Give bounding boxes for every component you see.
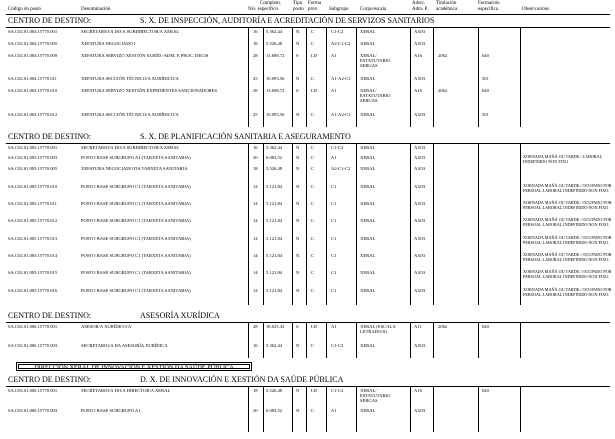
cell-tipo: N bbox=[296, 236, 300, 241]
direction-box-inner-border bbox=[18, 364, 250, 369]
column-divider bbox=[478, 143, 479, 305]
cell-niv: 14 bbox=[253, 218, 258, 223]
cell-sub: A1 bbox=[331, 53, 337, 58]
cell-corpo: XERAL bbox=[360, 145, 376, 150]
column-divider bbox=[263, 143, 264, 305]
column-divider bbox=[410, 27, 411, 127]
cell-ads: A3O3 bbox=[414, 408, 426, 413]
cell-den: POSTO BASE SUBGRUPO C1 (TARXETA SANITARIA) bbox=[81, 253, 191, 258]
cell-sub: C1 bbox=[331, 184, 337, 189]
section-name: ASESORÍA XURÍDICA bbox=[140, 311, 220, 320]
cell-tipo: N bbox=[296, 184, 300, 189]
cell-ads: A3O3 bbox=[414, 155, 426, 160]
cell-corpo: XERAL bbox=[360, 166, 376, 171]
section-name: S. X. DE INSPECCIÓN, AUDITORÍA E ACREDITACIÓN DE SERVIZOS SANITARIOS bbox=[140, 16, 435, 25]
cell-code: SA.C02.01.004.15770.011 bbox=[8, 76, 57, 81]
column-divider bbox=[248, 386, 249, 432]
cell-observacions: XORNADA MAÑÁ OU TARDE./ OCUPADO POR PERSOAL LABORAL INDEFINIDO NON FIXO. bbox=[523, 217, 612, 227]
cell-sub: C1-C2 bbox=[331, 145, 344, 150]
section-label: CENTRO DE DESTINO: bbox=[8, 375, 92, 384]
cell-niv: 16 bbox=[253, 343, 258, 348]
column-divider bbox=[520, 322, 521, 358]
cell-comp: 5.121,84 bbox=[266, 236, 283, 241]
cell-observacions: XORNADA MAÑÁ OU TARDE./ OCUPADO POR PERSOAL LABORAL INDEFINIDO NON FIXO. bbox=[523, 200, 612, 210]
cell-forma: C bbox=[311, 270, 315, 275]
cell-ads: A3O3 bbox=[414, 112, 426, 117]
cell-comp: 5.526,48 bbox=[266, 388, 283, 393]
col-codigo: Código do posto bbox=[8, 7, 42, 12]
cell-ads: A3O3 bbox=[414, 270, 426, 275]
column-divider bbox=[326, 322, 327, 358]
cell-comp: 13.698,72 bbox=[266, 88, 285, 93]
cell-sub: C1 bbox=[331, 201, 337, 206]
cell-comp: 10.093,56 bbox=[266, 112, 285, 117]
cell-forma: LD bbox=[311, 53, 318, 58]
cell-observacions: XORNADA MAÑÁ OU TARDE./ OCUPADO POR PERSOAL LABORAL INDEFINIDO NON FIXO. bbox=[523, 252, 612, 262]
col-corpo: Corpo/escala bbox=[360, 7, 387, 12]
cell-forma: C bbox=[311, 218, 315, 223]
cell-ads: A3O3 bbox=[414, 145, 426, 150]
cell-sub: C1 bbox=[331, 288, 337, 293]
cell-ads: A3O3 bbox=[414, 76, 426, 81]
cell-corpo: XERAL bbox=[360, 201, 376, 206]
cell-comp: 6.083,52 bbox=[266, 408, 283, 413]
cell-ads: A3O3 bbox=[414, 201, 426, 206]
section-name: D. X. DE INNOVACIÓN E XESTIÓN DA SAÚDE PÚBLICA bbox=[140, 375, 344, 384]
cell-ads: A3O3 bbox=[414, 236, 426, 241]
cell-forma: C bbox=[311, 201, 315, 206]
cell-sub: C1-C2 bbox=[331, 343, 344, 348]
cell-tipo: N bbox=[296, 408, 300, 413]
cell-comp: 5.121,84 bbox=[266, 288, 283, 293]
col-subgrupo: Subgrupo bbox=[329, 7, 349, 12]
column-divider bbox=[433, 143, 434, 305]
cell-corpo: XERAL bbox=[360, 343, 376, 348]
cell-tipo: N bbox=[296, 76, 300, 81]
cell-code: SA.C02.01.005.15770.010 bbox=[8, 184, 58, 189]
cell-den: POSTO BASE SUBGRUPO C1 (TARXETA SANITARIA) bbox=[81, 218, 191, 223]
column-divider bbox=[356, 143, 357, 305]
cell-sub: A1-A2-C1 bbox=[331, 76, 351, 81]
cell-comp: 5.526,48 bbox=[266, 41, 283, 46]
column-divider bbox=[306, 27, 307, 127]
cell-code: SA.C02.01.005.15770.016 bbox=[8, 288, 58, 293]
cell-niv: 14 bbox=[253, 288, 258, 293]
col-niv: Niv. específico bbox=[248, 7, 278, 12]
cell-tipo: N bbox=[296, 218, 300, 223]
cell-tipo: N bbox=[296, 29, 300, 34]
cell-den: POSTO BASE SUBGRUPO C1 (TARXETA SANITARIA) bbox=[81, 270, 191, 275]
cell-form: 501 bbox=[482, 112, 489, 117]
column-divider bbox=[292, 143, 293, 305]
cell-ads: A11 bbox=[414, 324, 422, 329]
cell-code: SA.C03.01.000.15770.001 bbox=[8, 388, 58, 393]
cell-observacions: XORNADA MAÑÁ OU TARDE./ OCUPADO POR PERSOAL LABORAL INDEFINIDO NON FIXO. bbox=[523, 287, 612, 297]
cell-sub: A1 bbox=[331, 408, 337, 413]
cell-tipo: N bbox=[296, 155, 300, 160]
cell-ads: A16 bbox=[414, 388, 422, 393]
cell-code: SA.C02.01.005.15770.012 bbox=[8, 218, 58, 223]
cell-forma: LD bbox=[311, 88, 318, 93]
column-divider bbox=[263, 27, 264, 127]
cell-corpo: XERAL/ ESTATUTARIO SERGAS bbox=[360, 88, 391, 104]
column-divider bbox=[356, 386, 357, 432]
cell-niv: 18 bbox=[253, 41, 258, 46]
cell-code: SA.C02.01.004.15770.009 bbox=[8, 53, 58, 58]
column-divider bbox=[326, 386, 327, 432]
cell-code: SA.C02.01.005.15770.013 bbox=[8, 236, 58, 241]
cell-den: XEFATURA SECCIÓN TÉCNICO/A XURÍDICO/A bbox=[81, 76, 179, 81]
cell-observacions: XORNADA MAÑÁ OU TARDE./ OCUPADO POR PERSOAL LABORAL INDEFINIDO NON FIXO. bbox=[523, 269, 612, 279]
cell-comp: 5.121,84 bbox=[266, 253, 283, 258]
column-divider bbox=[433, 386, 434, 432]
col-forma: Forma bbox=[308, 1, 322, 6]
cell-tipo: S bbox=[296, 53, 299, 58]
cell-comp: 5.121,84 bbox=[266, 184, 283, 189]
cell-corpo: XERAL bbox=[360, 270, 376, 275]
column-divider bbox=[478, 322, 479, 358]
column-divider bbox=[263, 322, 264, 358]
column-divider bbox=[326, 27, 327, 127]
cell-tipo: N bbox=[296, 388, 300, 393]
cell-forma: C bbox=[311, 76, 315, 81]
cell-den: POSTO BASE SUBGRUPO C1 (TARXETA SANITARIA) bbox=[81, 201, 191, 206]
cell-code: SA.C03.01.000.15770.003 bbox=[8, 408, 58, 413]
column-divider bbox=[520, 27, 521, 127]
cell-niv: 25 bbox=[253, 76, 258, 81]
cell-corpo: XERAL bbox=[360, 236, 376, 241]
cell-niv: 25 bbox=[253, 112, 258, 117]
cell-forma: C bbox=[311, 166, 315, 171]
column-divider bbox=[410, 143, 411, 305]
cell-sub: A1 bbox=[331, 324, 337, 329]
cell-code: SA.C02.01.004.15770.001 bbox=[8, 29, 58, 34]
cell-den: XEFATURA SERVIZO XESTIÓN XURÍD.-ADM. E PROC. DECIS bbox=[81, 53, 209, 58]
cell-den: XEFATURA SECCIÓN TÉCNICO/A XURÍDICO/A bbox=[81, 112, 179, 117]
cell-ads: A3O3 bbox=[414, 41, 426, 46]
cell-niv: 28 bbox=[253, 88, 258, 93]
cell-corpo: XERAL bbox=[360, 41, 376, 46]
cell-sub: A2-C1-C2 bbox=[331, 166, 351, 171]
cell-niv: 28 bbox=[253, 324, 258, 329]
column-divider bbox=[306, 322, 307, 358]
cell-ads: A3O3 bbox=[414, 253, 426, 258]
cell-corpo: XERAL bbox=[360, 155, 376, 160]
cell-forma: C bbox=[311, 288, 315, 293]
cell-den: XEFATURA NEGOCIADO DA TARXETA SANITARIA bbox=[81, 166, 188, 171]
cell-ads: A3O3 bbox=[414, 288, 426, 293]
col-tipo-2: posto bbox=[293, 7, 304, 12]
cell-niv: 14 bbox=[253, 236, 258, 241]
cell-forma: LD bbox=[311, 324, 318, 329]
cell-corpo: XERAL bbox=[360, 218, 376, 223]
cell-ads: A3O3 bbox=[414, 166, 426, 171]
cell-niv: 14 bbox=[253, 253, 258, 258]
cell-code: SA.C02.01.004.15770.005 bbox=[8, 41, 58, 46]
cell-den: ASESOR/A XURÍDICO/A bbox=[81, 324, 132, 329]
cell-corpo: XERAL bbox=[360, 288, 376, 293]
section-label: CENTRO DE DESTINO: bbox=[8, 311, 92, 320]
cell-forma: C bbox=[311, 236, 315, 241]
cell-form: 640 bbox=[482, 388, 489, 393]
cell-corpo: XERAL bbox=[360, 112, 376, 117]
header-rule bbox=[6, 14, 610, 15]
cell-comp: 5.121,84 bbox=[266, 270, 283, 275]
cell-tipo: N bbox=[296, 343, 300, 348]
cell-tipo: N bbox=[296, 145, 300, 150]
cell-den: POSTO BASE SUBGRUPO C1 (TARXETA SANITARIA) bbox=[81, 236, 191, 241]
section-title bbox=[8, 311, 608, 320]
cell-sub: C1-C2 bbox=[331, 388, 344, 393]
cell-comp: 5.526,48 bbox=[266, 166, 283, 171]
cell-tipo: N bbox=[296, 270, 300, 275]
cell-comp: 5.121,84 bbox=[266, 218, 283, 223]
cell-sub: A1-A2-C1 bbox=[331, 112, 351, 117]
col-adscr: Adscr. bbox=[412, 1, 425, 6]
cell-forma: C bbox=[311, 253, 315, 258]
cell-ads: A16 bbox=[414, 53, 422, 58]
cell-tipo: N bbox=[296, 41, 300, 46]
cell-tipo: S bbox=[296, 88, 299, 93]
cell-den: POSTO BASE SUBGRUPO A1 bbox=[81, 408, 141, 413]
col-formacion: Formación bbox=[478, 1, 500, 6]
col-tipo: Tipo bbox=[293, 1, 303, 6]
column-divider bbox=[433, 27, 434, 127]
cell-niv: 14 bbox=[253, 201, 258, 206]
cell-corpo: XERAL bbox=[360, 408, 376, 413]
cell-code: SA.C02.01.005.15770.015 bbox=[8, 270, 58, 275]
cell-comp: 13.698,72 bbox=[266, 53, 285, 58]
cell-tipo: N bbox=[296, 166, 300, 171]
cell-niv: 20 bbox=[253, 408, 258, 413]
cell-code: SA.C02.01.005.15770.005 bbox=[8, 166, 58, 171]
cell-sub: C1 bbox=[331, 253, 337, 258]
column-divider bbox=[520, 143, 521, 305]
col-adscr-2: Adm. P. bbox=[412, 7, 428, 12]
column-divider bbox=[292, 27, 293, 127]
cell-form: 640 bbox=[482, 53, 489, 58]
column-divider bbox=[248, 322, 249, 358]
direction-box bbox=[16, 362, 252, 371]
cell-sub: C1 bbox=[331, 270, 337, 275]
cell-comp: 18.025,32 bbox=[266, 324, 285, 329]
cell-den: SECRETARIO/A DO/A SUBDIRECTOR/A XERAL bbox=[81, 29, 180, 34]
cell-form: 501 bbox=[482, 76, 489, 81]
cell-forma: C bbox=[311, 145, 315, 150]
cell-niv: 14 bbox=[253, 184, 258, 189]
column-divider bbox=[263, 386, 264, 432]
cell-comp: 6.083,52 bbox=[266, 155, 283, 160]
cell-corpo: XERAL bbox=[360, 253, 376, 258]
col-denominacion: Denominación bbox=[81, 7, 111, 12]
column-divider bbox=[326, 143, 327, 305]
section-label: CENTRO DE DESTINO: bbox=[8, 132, 92, 141]
cell-niv: 16 bbox=[253, 145, 258, 150]
cell-sub: C1-C2 bbox=[331, 29, 344, 34]
cell-form: 640 bbox=[482, 88, 489, 93]
cell-code: SA.C02.01.005.15770.014 bbox=[8, 253, 58, 258]
cell-den: SECRETARIO/A DA ASESORÍA XURÍDICA bbox=[81, 343, 168, 348]
cell-den: POSTO BASE SUBGRUPO C1 (TARXETA SANITARIA) bbox=[81, 184, 191, 189]
cell-niv: 16 bbox=[253, 29, 258, 34]
section-title bbox=[8, 375, 608, 384]
column-divider bbox=[248, 143, 249, 305]
column-divider bbox=[292, 322, 293, 358]
cell-forma: C bbox=[311, 29, 315, 34]
cell-code: SA.C02.01.005.15770.003 bbox=[8, 155, 58, 160]
column-divider bbox=[306, 386, 307, 432]
cell-corpo: XERAL bbox=[360, 184, 376, 189]
direction-box-label: DIRECCIÓN XERAL DE INNOVACIÓN E XESTIÓN DA SAÚDE PÚBLICA bbox=[34, 363, 234, 371]
cell-sub: C1 bbox=[331, 236, 337, 241]
cell-sub: A1 bbox=[331, 88, 337, 93]
cell-corpo: XERAL bbox=[360, 76, 376, 81]
cell-ads: A3O3 bbox=[414, 218, 426, 223]
cell-tipo: N bbox=[296, 201, 300, 206]
col-forma-2: prov. bbox=[308, 7, 319, 12]
cell-form: 640 bbox=[482, 324, 489, 329]
cell-forma: LD bbox=[311, 388, 318, 393]
cell-forma: C bbox=[311, 343, 315, 348]
cell-code: SA.C02.01.004.15770.012 bbox=[8, 112, 58, 117]
cell-ads: A3O3 bbox=[414, 343, 426, 348]
cell-observacions: XORNADA MAÑÁ OU TARDE./ LABORAL INDEFINIDO NON FIXO. bbox=[523, 154, 603, 164]
col-complem: Complem. bbox=[260, 1, 281, 6]
cell-comp: 5.362,44 bbox=[266, 145, 283, 150]
cell-forma: C bbox=[311, 184, 315, 189]
cell-den: SECRETARIO/A DO/A DIRECTOR/A XERAL bbox=[81, 388, 171, 393]
col-titulacion-2: académica bbox=[436, 7, 458, 12]
cell-tit: 2062 bbox=[438, 88, 448, 93]
cell-forma: C bbox=[311, 155, 315, 160]
section-title bbox=[8, 132, 608, 141]
column-divider bbox=[356, 322, 357, 358]
section-title bbox=[8, 16, 608, 25]
cell-observacions: XORNADA MAÑÁ OU TARDE./ OCUPADO POR PERSOAL LABORAL INDEFINIDO NON FIXO. bbox=[523, 183, 612, 193]
column-divider bbox=[356, 27, 357, 127]
cell-code: SA.C02.01.005.15770.001 bbox=[8, 145, 58, 150]
cell-code: SA.C02.01.004.15770.010 bbox=[8, 88, 58, 93]
cell-ads: A3O3 bbox=[414, 184, 426, 189]
cell-forma: C bbox=[311, 41, 315, 46]
col-observacions: Observacións bbox=[522, 7, 550, 12]
section-label: CENTRO DE DESTINO: bbox=[8, 16, 92, 25]
cell-corpo: XERAL/ ESTATUTARIO SERGAS bbox=[360, 388, 391, 404]
cell-den: SECRETARIO/A DO/A SUBDIRECTOR/A XERAL bbox=[81, 145, 180, 150]
cell-forma: C bbox=[311, 112, 315, 117]
cell-code: SA.C02.01.006.15770.003 bbox=[8, 343, 58, 348]
column-divider bbox=[478, 27, 479, 127]
cell-sub: A1 bbox=[331, 155, 337, 160]
cell-corpo: XERAL (ESCALA LETRADO/S) bbox=[360, 324, 396, 335]
cell-niv: 14 bbox=[253, 270, 258, 275]
cell-code: SA.C02.01.006.15770.001 bbox=[8, 324, 58, 329]
cell-forma: C bbox=[311, 408, 315, 413]
cell-tipo: N bbox=[296, 253, 300, 258]
cell-tit: 2062 bbox=[438, 324, 448, 329]
cell-tipo: N bbox=[296, 112, 300, 117]
col-titulacion: Titulación bbox=[436, 1, 457, 6]
cell-niv: 28 bbox=[253, 53, 258, 58]
cell-comp: 10.093,56 bbox=[266, 76, 285, 81]
cell-tipo: N bbox=[296, 288, 300, 293]
cell-den: XEFATURA NEGOCIADO I bbox=[81, 41, 136, 46]
column-divider bbox=[292, 386, 293, 432]
column-divider bbox=[433, 322, 434, 358]
cell-comp: 5.362,44 bbox=[266, 29, 283, 34]
column-divider bbox=[410, 322, 411, 358]
cell-tit: 2062 bbox=[438, 53, 448, 58]
column-divider bbox=[520, 386, 521, 432]
cell-comp: 5.121,84 bbox=[266, 201, 283, 206]
cell-niv: 20 bbox=[253, 155, 258, 160]
cell-den: POSTO BASE SUBGRUPO A1 (TARXETA SANITARIA) bbox=[81, 155, 191, 160]
cell-ads: A3O3 bbox=[414, 29, 426, 34]
column-divider bbox=[478, 386, 479, 432]
cell-code: SA.C02.01.005.15770.011 bbox=[8, 201, 57, 206]
column-divider bbox=[248, 27, 249, 127]
cell-niv: 18 bbox=[253, 166, 258, 171]
cell-tipo: S bbox=[296, 324, 299, 329]
cell-ads: A16 bbox=[414, 88, 422, 93]
cell-niv: 18 bbox=[253, 388, 258, 393]
column-divider bbox=[306, 143, 307, 305]
cell-den: POSTO BASE SUBGRUPO C1 (TARXETA SANITARIA) bbox=[81, 288, 191, 293]
cell-observacions: XORNADA MAÑÁ OU TARDE./ OCUPADO POR PERSOAL LABORAL INDEFINIDO NON FIXO. bbox=[523, 235, 612, 245]
column-divider bbox=[410, 386, 411, 432]
cell-sub: A2-C1-C2 bbox=[331, 41, 351, 46]
cell-den: XEFATURA SERVIZO XESTIÓN EXPEDIENTES SANCIONADORES bbox=[81, 88, 218, 93]
section-name: S. X. DE PLANIFICACIÓN SANITARIA E ASEGURAMENTO bbox=[140, 132, 351, 141]
cell-corpo: XERAL bbox=[360, 29, 376, 34]
cell-corpo: XERAL/ ESTATUTARIO SERGAS bbox=[360, 53, 391, 69]
col-formacion-2: específica bbox=[478, 7, 498, 12]
cell-comp: 5.362,44 bbox=[266, 343, 283, 348]
cell-sub: C1 bbox=[331, 218, 337, 223]
